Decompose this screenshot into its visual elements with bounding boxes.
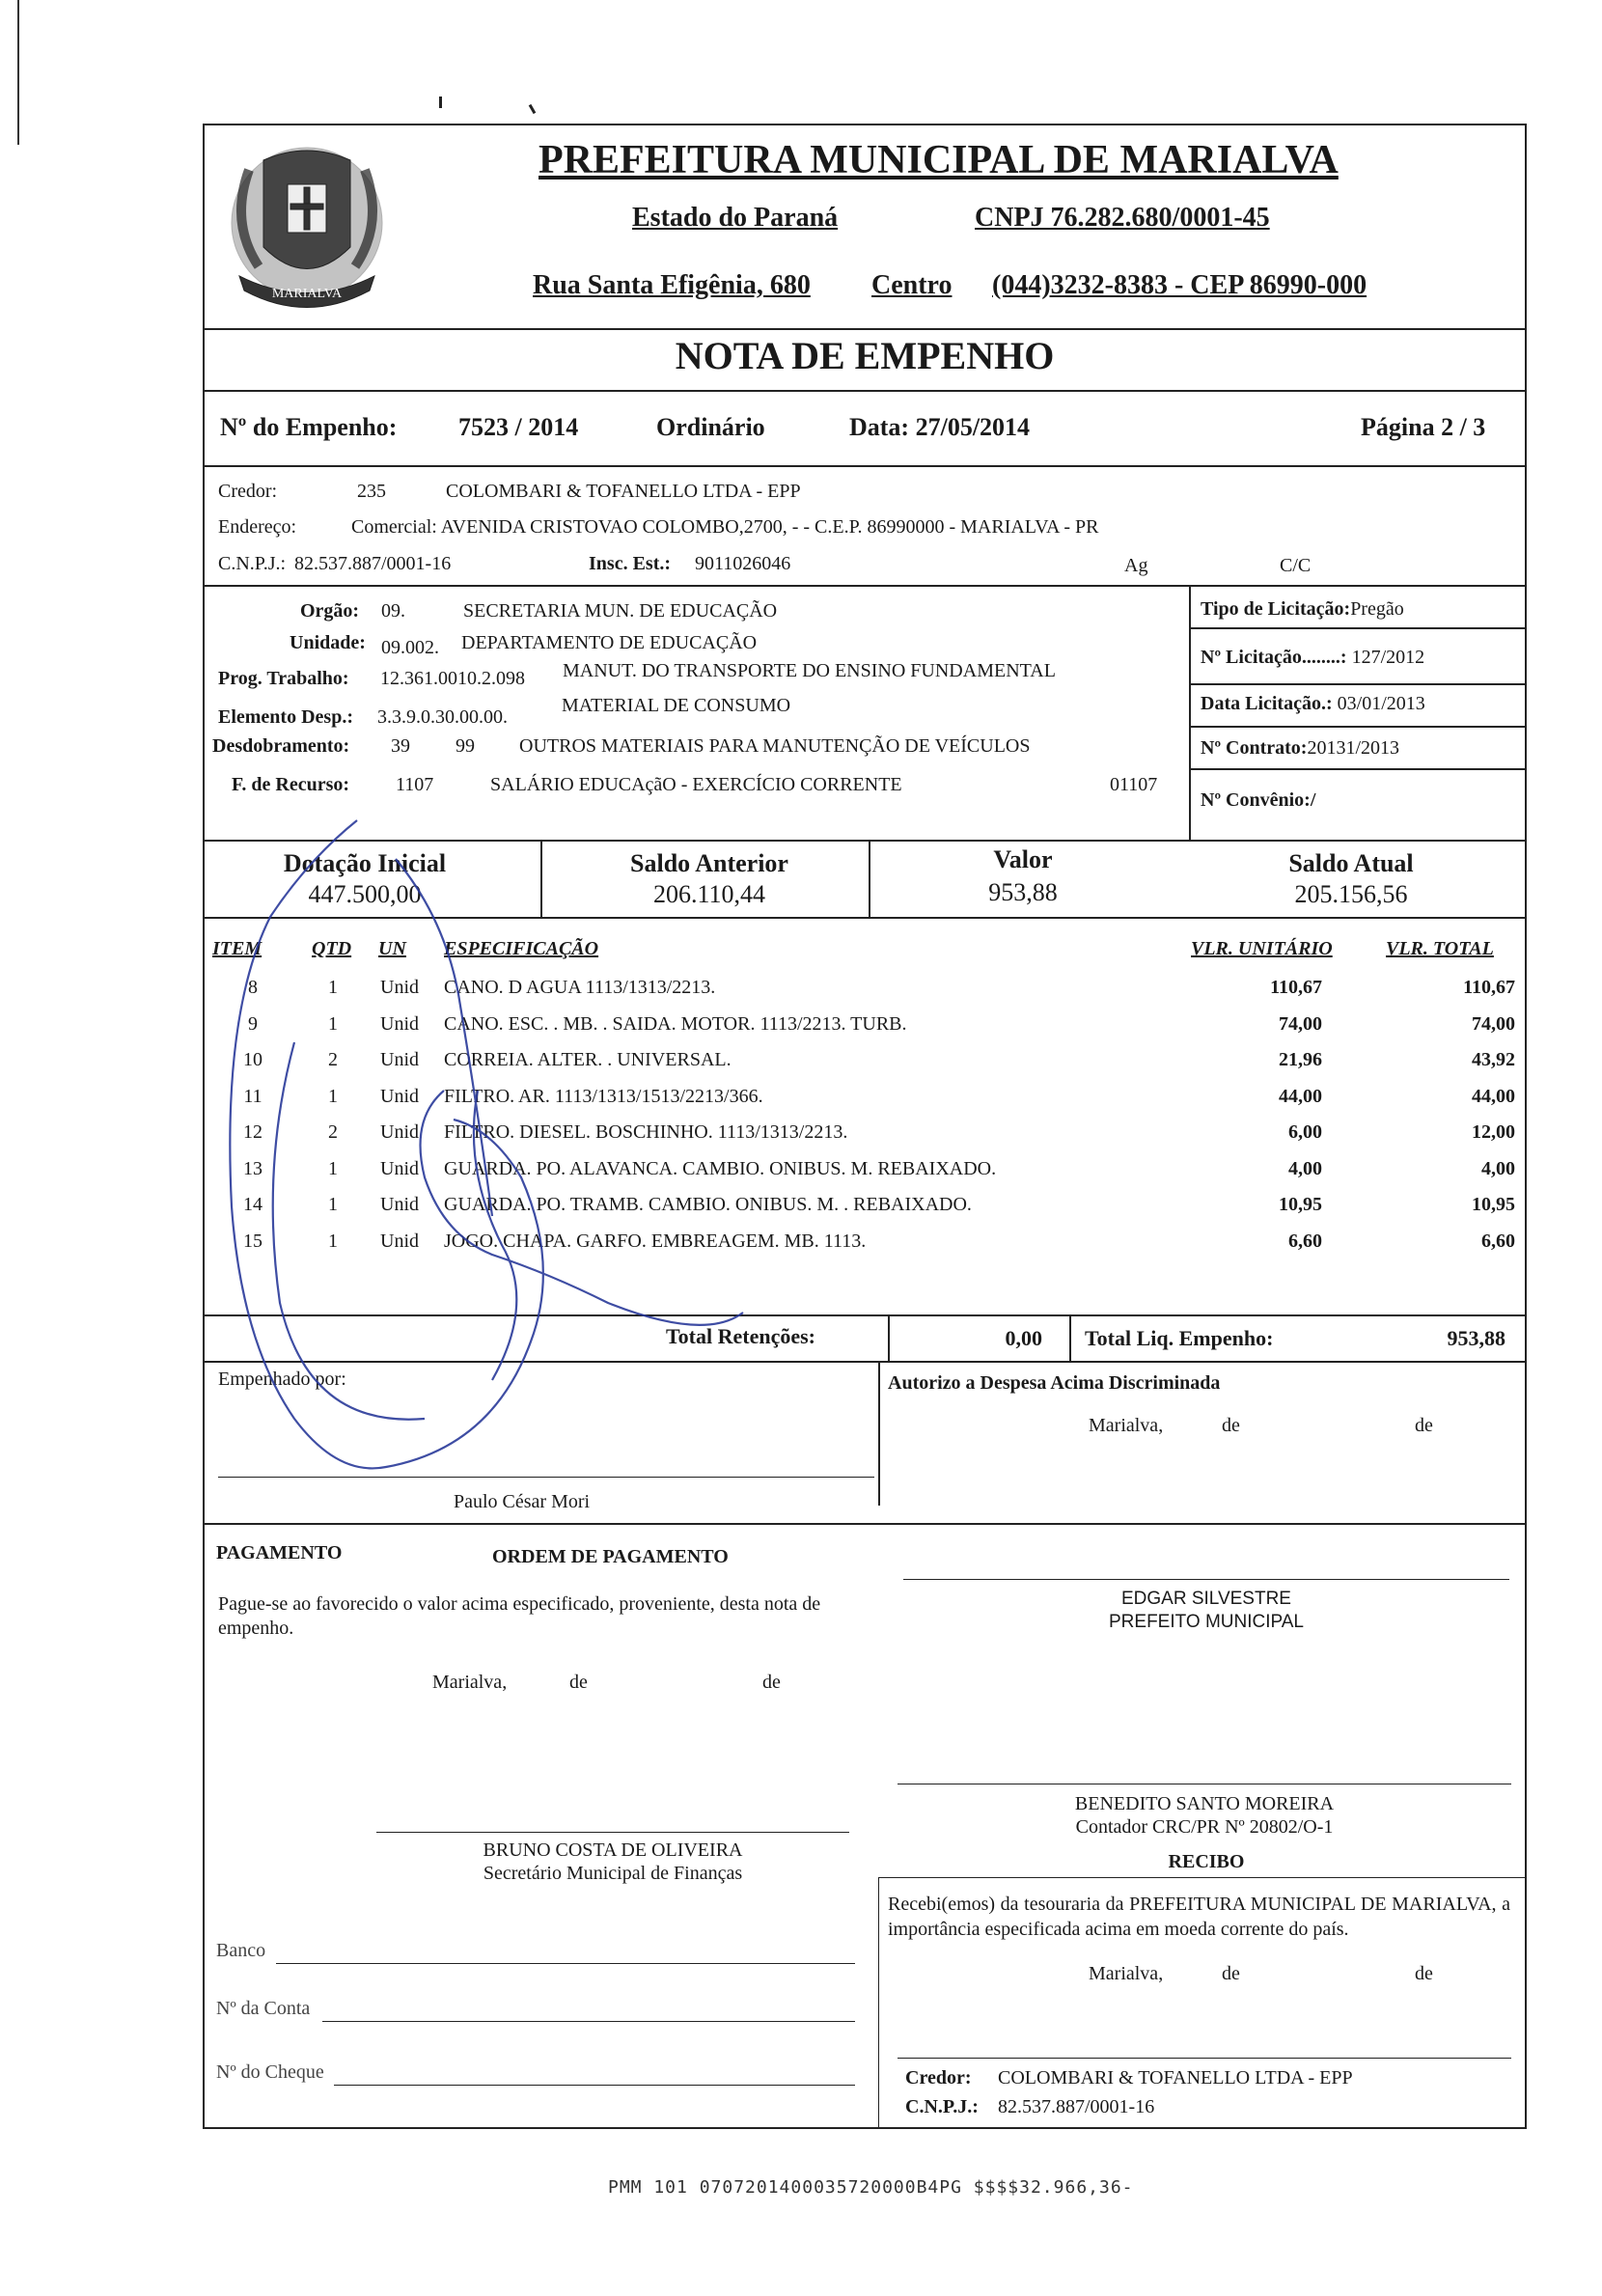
col-un: UN	[378, 938, 406, 959]
num-licitacao-value: 127/2012	[1351, 647, 1425, 668]
banco-label: Banco	[216, 1940, 266, 1961]
empenho-number: 7523 / 2014	[458, 413, 579, 441]
scan-mark	[439, 97, 442, 108]
phone-cep-label: (044)3232-8383 - CEP 86990-000	[992, 270, 1367, 300]
divider-vertical	[888, 1314, 890, 1361]
state-label: Estado do Paraná	[632, 203, 839, 233]
item-un: Unid	[380, 1230, 419, 1252]
desdobramento-value: OUTROS MATERIAIS PARA MANUTENÇÃO DE VEÍCULOS	[519, 735, 1031, 757]
elemento-code: 3.3.9.0.30.00.00.	[377, 706, 508, 728]
page-number: Página 2 / 3	[1361, 413, 1486, 441]
item-unit: 110,67	[1270, 977, 1322, 998]
divider	[203, 585, 1527, 587]
signature-line	[898, 2058, 1511, 2059]
recurso-value: SALÁRIO EDUCAçãO - EXERCÍCIO CORRENTE	[490, 774, 902, 795]
item-qtd: 1	[328, 1085, 338, 1107]
saldo-atual-label: Saldo Atual	[1288, 849, 1414, 877]
district-label: Centro	[871, 270, 953, 300]
item-un: Unid	[380, 1085, 419, 1107]
item-unit: 21,96	[1279, 1049, 1322, 1070]
empenho-date: Data: 27/05/2014	[849, 413, 1031, 441]
item-item: 11	[243, 1085, 262, 1107]
credor-label: Credor:	[218, 481, 278, 502]
banco-field[interactable]	[276, 1963, 855, 1964]
divider-vertical	[878, 1361, 880, 1506]
insc-value: 9011026046	[695, 553, 791, 574]
convenio-label: Nº Convênio:/	[1201, 789, 1316, 811]
cheque-label: Nº do Cheque	[216, 2061, 324, 2083]
mechanical-stamp: PMM 101 0707201400035720000B4PG $$$$32.966,36-	[608, 2177, 1134, 2198]
secretario-title: Secretário Municipal de Finanças	[483, 1863, 743, 1884]
account-label: C/C	[1280, 555, 1312, 576]
recibo-cnpj-label: C.N.P.J.:	[905, 2096, 979, 2117]
divider	[203, 328, 1527, 330]
item-un: Unid	[380, 977, 419, 998]
item-total: 44,00	[1472, 1085, 1515, 1107]
item-item: 14	[243, 1194, 262, 1215]
orgao-value: SECRETARIA MUN. DE EDUCAÇÃO	[463, 600, 778, 622]
item-qtd: 1	[328, 1194, 338, 1215]
item-total: 74,00	[1472, 1012, 1515, 1035]
contrato-label: Nº Contrato:	[1201, 737, 1308, 759]
signature-line	[903, 1579, 1509, 1580]
prog-label: Prog. Trabalho:	[218, 668, 349, 689]
desdobramento-code1: 39	[391, 735, 410, 757]
prefeito-name: EDGAR SILVESTRE	[1121, 1589, 1291, 1609]
item-total: 10,95	[1472, 1194, 1515, 1215]
address-value: Comercial: AVENIDA CRISTOVAO COLOMBO,2700, - - C.E.P. 86990000 - MARIALVA - PR	[351, 516, 1099, 538]
item-un: Unid	[380, 1012, 419, 1035]
divider	[1189, 627, 1527, 629]
pagamento-de2: de	[762, 1672, 781, 1693]
cnpj-credor-value: 82.537.887/0001-16	[294, 553, 452, 574]
item-unit: 10,95	[1279, 1194, 1322, 1215]
svg-text:MARIALVA: MARIALVA	[271, 287, 343, 301]
num-licitacao-label: Nº Licitação........:	[1201, 647, 1347, 668]
handwritten-signature	[203, 801, 878, 1496]
valor-value: 953,88	[988, 878, 1058, 906]
item-qtd: 2	[328, 1049, 338, 1070]
unidade-value: DEPARTAMENTO DE EDUCAÇÃO	[461, 632, 758, 653]
item-unit: 6,60	[1288, 1230, 1322, 1252]
divider-vertical	[1069, 1314, 1071, 1361]
secretario-name: BRUNO COSTA DE OLIVEIRA	[483, 1840, 743, 1861]
item-total: 4,00	[1481, 1157, 1515, 1179]
col-vlr-unitario: VLR. UNITÁRIO	[1191, 938, 1333, 959]
recurso-label: F. de Recurso:	[232, 774, 350, 795]
item-espec: CORREIA. ALTER. . UNIVERSAL.	[444, 1049, 732, 1070]
cnpj-label: CNPJ 76.282.680/0001-45	[975, 203, 1270, 233]
recibo-credor-label: Credor:	[905, 2067, 972, 2089]
empenhado-name: Paulo César Mori	[454, 1491, 591, 1512]
item-total: 6,60	[1481, 1230, 1515, 1252]
recibo-text: Recebi(emos) da tesouraria da PREFEITURA MUNICIPAL DE MARIALVA, a importância especificada acima em moeda corrente do país.	[888, 1894, 1510, 1940]
prefeito-title: PREFEITO MUNICIPAL	[1109, 1612, 1304, 1632]
recurso-code: 1107	[396, 774, 434, 795]
orgao-code: 09.	[381, 600, 405, 622]
item-item: 10	[243, 1049, 262, 1070]
empenho-number-label: Nº do Empenho:	[220, 413, 398, 441]
divider	[203, 390, 1527, 392]
dotacao-value: 447.500,00	[308, 880, 422, 908]
item-total: 43,92	[1472, 1049, 1515, 1070]
recibo-de1: de	[1222, 1963, 1240, 1984]
item-item: 13	[243, 1157, 262, 1179]
divider	[1189, 768, 1527, 770]
divider-vertical	[1189, 585, 1191, 840]
divider	[878, 1877, 1527, 1878]
tipo-licitacao-value: Pregão	[1350, 598, 1404, 620]
liquido-label: Total Liq. Empenho:	[1085, 1326, 1274, 1350]
item-item: 12	[243, 1121, 262, 1143]
item-unit: 74,00	[1279, 1012, 1322, 1035]
empenhado-label: Empenhado por:	[218, 1369, 346, 1390]
street-label: Rua Santa Efigênia, 680	[533, 270, 811, 300]
desdobramento-code2: 99	[456, 735, 475, 757]
col-vlr-total: VLR. TOTAL	[1386, 938, 1494, 959]
divider	[203, 1523, 1527, 1525]
item-un: Unid	[380, 1157, 419, 1179]
retencoes-value: 0,00	[1005, 1326, 1042, 1350]
data-licitacao-value: 03/01/2013	[1337, 693, 1425, 714]
dotacao-label: Dotação Inicial	[283, 849, 447, 877]
insc-label: Insc. Est.:	[589, 553, 672, 574]
pagamento-de1: de	[569, 1672, 588, 1693]
autorizo-place: Marialva,	[1089, 1415, 1164, 1436]
col-qtd: QTD	[312, 938, 352, 959]
col-item: ITEM	[212, 938, 262, 959]
pagamento-text: Pague-se ao favorecido o valor acima especificado, proveniente, desta nota de empenho.	[218, 1593, 821, 1639]
pagamento-place: Marialva,	[432, 1672, 508, 1693]
recibo-place: Marialva,	[1089, 1963, 1164, 1984]
credor-code: 235	[357, 481, 386, 502]
recibo-cnpj-value: 82.537.887/0001-16	[998, 2096, 1155, 2117]
tipo-licitacao-label: Tipo de Licitação:	[1201, 598, 1351, 620]
item-un: Unid	[380, 1194, 419, 1215]
saldo-anterior-value: 206.110,44	[652, 880, 766, 908]
orgao-label: Orgão:	[300, 600, 360, 622]
desdobramento-label: Desdobramento:	[212, 735, 350, 757]
item-qtd: 1	[328, 1230, 338, 1252]
liquido-value: 953,88	[1447, 1326, 1505, 1350]
data-licitacao-label: Data Licitação.:	[1201, 693, 1333, 714]
item-espec: JOGO. CHAPA. GARFO. EMBREAGEM. MB. 1113.	[444, 1230, 867, 1252]
empenho-type: Ordinário	[656, 413, 765, 441]
item-item: 9	[248, 1012, 258, 1035]
municipal-seal-icon	[210, 131, 403, 329]
divider	[1189, 683, 1527, 685]
divider	[203, 465, 1527, 467]
conta-label: Nº da Conta	[216, 1998, 311, 2019]
recurso-number: 01107	[1110, 774, 1158, 795]
page-title: PREFEITURA MUNICIPAL DE MARIALVA	[539, 138, 1339, 182]
item-unit: 44,00	[1279, 1085, 1322, 1107]
scan-mark	[529, 104, 537, 114]
divider	[1189, 726, 1527, 728]
contador-title: Contador CRC/PR Nº 20802/O-1	[1075, 1816, 1334, 1838]
recibo-credor-value: COLOMBARI & TOFANELLO LTDA - EPP	[998, 2067, 1353, 2089]
document-title: NOTA DE EMPENHO	[675, 334, 1055, 377]
address-label: Endereço:	[218, 516, 297, 538]
col-especificacao: ESPECIFICAÇÃO	[444, 938, 599, 959]
item-qtd: 1	[328, 1157, 338, 1179]
recibo-title: RECIBO	[1168, 1851, 1245, 1872]
recibo-de2: de	[1415, 1963, 1433, 1984]
unidade-code: 09.002.	[381, 637, 439, 658]
cnpj-credor-label: C.N.P.J.:	[218, 553, 287, 574]
ordem-pagamento-label: ORDEM DE PAGAMENTO	[492, 1546, 729, 1567]
item-item: 8	[248, 977, 258, 998]
item-item: 15	[243, 1230, 262, 1252]
agency-label: Ag	[1124, 555, 1148, 576]
item-espec: FILTRO. DIESEL. BOSCHINHO. 1113/1313/2213.	[444, 1121, 848, 1143]
item-espec: CANO. D AGUA 1113/1313/2213.	[444, 977, 716, 998]
item-qtd: 1	[328, 1012, 338, 1035]
item-qtd: 2	[328, 1121, 338, 1143]
credor-name: COLOMBARI & TOFANELLO LTDA - EPP	[446, 481, 801, 502]
item-espec: GUARDA. PO. TRAMB. CAMBIO. ONIBUS. M. . REBAIXADO.	[444, 1194, 972, 1215]
scan-edge	[17, 0, 19, 145]
valor-label: Valor	[993, 845, 1053, 873]
saldo-anterior-label: Saldo Anterior	[630, 849, 788, 877]
prog-value: MANUT. DO TRANSPORTE DO ENSINO FUNDAMENTAL	[563, 660, 1056, 681]
saldo-atual-value: 205.156,56	[1294, 880, 1408, 908]
elemento-label: Elemento Desp.:	[218, 706, 353, 728]
contador-name: BENEDITO SANTO MOREIRA	[1074, 1793, 1335, 1814]
autorizo-de2: de	[1415, 1415, 1433, 1436]
item-un: Unid	[380, 1049, 419, 1070]
item-espec: CANO. ESC. . MB. . SAIDA. MOTOR. 1113/2213. TURB.	[444, 1012, 907, 1035]
cheque-field[interactable]	[334, 2085, 855, 2086]
conta-field[interactable]	[322, 2021, 855, 2022]
retencoes-label: Total Retenções:	[666, 1324, 815, 1348]
item-espec: GUARDA. PO. ALAVANCA. CAMBIO. ONIBUS. M. REBAIXADO.	[444, 1157, 997, 1179]
item-unit: 4,00	[1288, 1157, 1322, 1179]
autorizo-label: Autorizo a Despesa Acima Discriminada	[888, 1372, 1221, 1394]
signature-line	[376, 1832, 849, 1833]
autorizo-de1: de	[1222, 1415, 1240, 1436]
elemento-value: MATERIAL DE CONSUMO	[562, 695, 791, 716]
item-unit: 6,00	[1288, 1121, 1322, 1143]
item-total: 12,00	[1472, 1121, 1515, 1143]
unidade-label: Unidade:	[290, 632, 366, 653]
item-un: Unid	[380, 1121, 419, 1143]
item-qtd: 1	[328, 977, 338, 998]
pagamento-label: PAGAMENTO	[216, 1542, 343, 1563]
item-total: 110,67	[1463, 977, 1515, 998]
contrato-value: 20131/2013	[1307, 737, 1400, 759]
prog-code: 12.361.0010.2.098	[380, 668, 525, 689]
divider-vertical	[878, 1877, 879, 2128]
item-espec: FILTRO. AR. 1113/1313/1513/2213/366.	[444, 1085, 763, 1107]
